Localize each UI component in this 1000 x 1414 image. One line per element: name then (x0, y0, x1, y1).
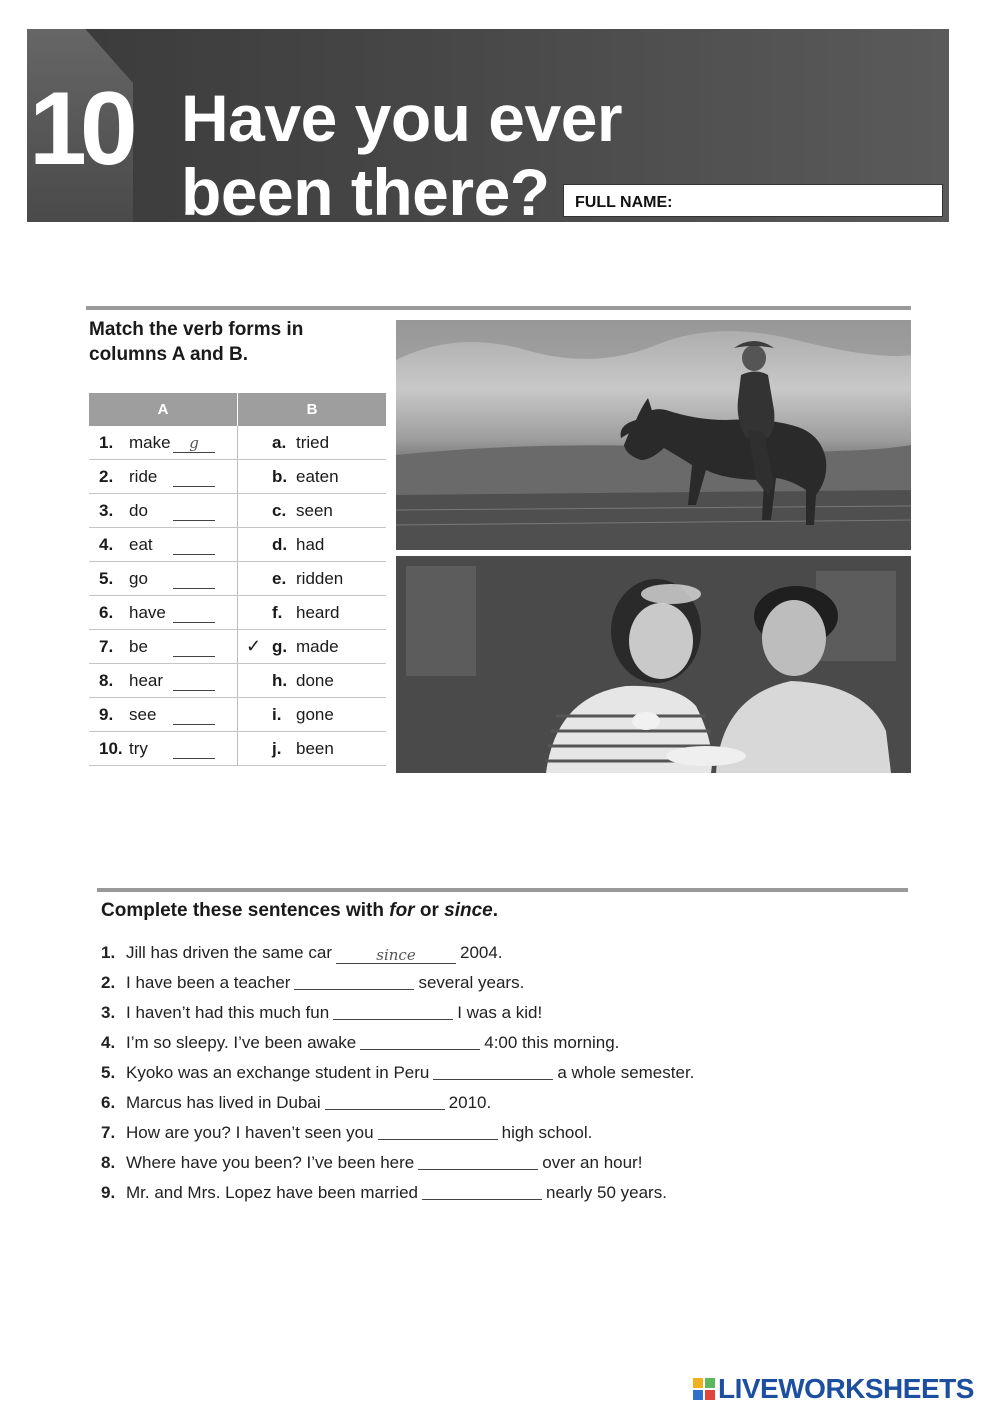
sentence-end: 4:00 this morning. (484, 1033, 620, 1052)
answer-blank[interactable] (173, 706, 215, 725)
sentence-number: 4. (101, 1033, 116, 1052)
table-row (89, 426, 386, 460)
cowboy-illustration (396, 320, 911, 550)
answer-gap[interactable] (378, 1123, 498, 1140)
answer-gap[interactable] (294, 973, 414, 990)
table-row (89, 460, 386, 494)
item-number: 3. (99, 500, 114, 520)
column-b-header: B (238, 393, 387, 426)
table-row (89, 630, 386, 664)
base-verb: try (129, 738, 148, 758)
table-row (89, 494, 386, 528)
table-row (89, 562, 386, 596)
column-a-cell (89, 426, 238, 460)
option-letter: c. (272, 500, 287, 520)
verb-form: tried (296, 432, 330, 452)
sentence-number: 3. (101, 1003, 116, 1022)
sentence-number: 2. (101, 973, 116, 992)
section-divider (86, 306, 911, 310)
sentence-end: I was a kid! (457, 1003, 543, 1022)
column-a-header: A (89, 393, 238, 426)
liveworksheets-logo (693, 1374, 989, 1404)
sentence-end: a whole semester. (557, 1063, 695, 1082)
option-letter: i. (272, 704, 282, 724)
sentence-start: Where have you been? I’ve been here (126, 1153, 415, 1172)
couple-eating-photo (396, 556, 911, 773)
verb-form: made (296, 636, 339, 656)
full-name-field[interactable] (563, 184, 943, 217)
column-b-cell (238, 664, 387, 698)
sentence-number: 6. (101, 1093, 116, 1112)
logo-text: LIVEWORKSHEETS (718, 1373, 974, 1404)
answer-gap[interactable] (333, 1003, 453, 1020)
verb-form: ridden (296, 568, 344, 588)
sentence-start: Mr. and Mrs. Lopez have been married (126, 1183, 418, 1202)
title-line-2: been there? (181, 155, 550, 222)
sentence-end: nearly 50 years. (545, 1183, 667, 1202)
column-a-cell (89, 596, 238, 630)
logo-blocks-icon (693, 1378, 715, 1400)
item-number: 10. (99, 738, 123, 758)
verb-form: had (296, 534, 325, 554)
answer-gap[interactable] (325, 1093, 445, 1110)
option-letter: g. (272, 636, 288, 656)
answer-blank[interactable] (173, 502, 215, 521)
base-verb: have (129, 602, 166, 622)
answer-blank[interactable] (173, 638, 215, 657)
verb-form: been (296, 738, 334, 758)
column-b-cell (238, 732, 387, 766)
verb-form: seen (296, 500, 333, 520)
title-line-1: Have you ever (181, 81, 623, 155)
column-b-cell (238, 630, 387, 664)
sentence-end: over an hour! (542, 1153, 643, 1172)
sentence-start: I’m so sleepy. I’ve been awake (126, 1033, 357, 1052)
item-number: 2. (99, 466, 114, 486)
sentence-item (101, 1123, 592, 1143)
sentence-item (101, 973, 524, 993)
answer-blank[interactable] (173, 740, 215, 759)
base-verb: eat (129, 534, 153, 554)
sentence-start: I haven’t had this much fun (126, 1003, 330, 1022)
option-letter: a. (272, 432, 287, 452)
sentence-number: 9. (101, 1183, 116, 1202)
check-mark-icon: ✓ (246, 636, 262, 656)
sentence-end: several years. (418, 973, 525, 992)
column-b-cell (238, 460, 387, 494)
item-number: 8. (99, 670, 114, 690)
item-number: 7. (99, 636, 114, 656)
verb-form: done (296, 670, 334, 690)
exercise1-instruction: Match the verb forms in columns A and B. (89, 319, 304, 365)
table-row (89, 664, 386, 698)
base-verb: make (129, 432, 171, 452)
base-verb: see (129, 704, 157, 724)
item-number: 5. (99, 568, 114, 588)
sentence-start: Kyoko was an exchange student in Peru (126, 1063, 430, 1082)
column-a-cell (89, 562, 238, 596)
page-title (181, 81, 622, 222)
base-verb: ride (129, 466, 158, 486)
sentence-item (101, 1183, 667, 1203)
matching-table (89, 393, 386, 766)
sentence-item (101, 943, 503, 964)
table-row (89, 732, 386, 766)
column-a-cell (89, 664, 238, 698)
column-a-cell (89, 732, 238, 766)
table-row (89, 528, 386, 562)
base-verb: hear (129, 670, 164, 690)
answer-gap[interactable] (418, 1153, 538, 1170)
sentence-number: 7. (101, 1123, 116, 1142)
base-verb: be (129, 636, 148, 656)
answer-gap[interactable] (433, 1063, 553, 1080)
table-row (89, 596, 386, 630)
answer-gap[interactable] (360, 1033, 480, 1050)
item-number: 6. (99, 602, 114, 622)
column-b-cell (238, 698, 387, 732)
answer-blank[interactable] (173, 672, 215, 691)
verb-form: heard (296, 602, 340, 622)
option-letter: f. (272, 602, 283, 622)
item-number: 4. (99, 534, 114, 554)
option-letter: e. (272, 568, 287, 588)
matching-rows (89, 426, 386, 766)
item-number: 9. (99, 704, 114, 724)
sentence-start: I have been a teacher (126, 973, 291, 992)
column-b-cell (238, 494, 387, 528)
sentence-number: 8. (101, 1153, 116, 1172)
column-b-cell (238, 562, 387, 596)
sentence-item (101, 1153, 642, 1173)
sentence-start: How are you? I haven’t seen you (126, 1123, 374, 1142)
answer-blank[interactable] (173, 468, 215, 487)
option-letter: d. (272, 534, 288, 554)
sentence-start: Jill has driven the same car (126, 943, 332, 962)
sentence-end: 2010. (448, 1093, 492, 1112)
couple-illustration (396, 556, 911, 773)
sentence-start: Marcus has lived in Dubai (126, 1093, 321, 1112)
column-b-cell (238, 596, 387, 630)
section-divider-2 (97, 888, 908, 892)
sentence-item (101, 1093, 491, 1113)
answer-blank[interactable]: g (173, 434, 215, 453)
base-verb: do (129, 500, 148, 520)
sentence-end: 2004. (459, 943, 503, 962)
sentence-item (101, 1033, 619, 1053)
sentence-end: high school. (501, 1123, 593, 1142)
column-a-cell (89, 460, 238, 494)
option-letter: j. (272, 738, 282, 758)
sentence-item (101, 1003, 542, 1023)
answer-gap[interactable]: since (336, 947, 456, 964)
column-a-cell (89, 698, 238, 732)
exercise2-instruction: Complete these sentences with for or since. (101, 900, 499, 921)
item-number: 1. (99, 432, 114, 452)
table-row (89, 698, 386, 732)
cowboy-on-horse-photo (396, 320, 911, 550)
column-b-cell (238, 426, 387, 460)
verb-form: eaten (296, 466, 339, 486)
answer-gap[interactable] (422, 1183, 542, 1200)
column-a-cell (89, 494, 238, 528)
sentence-number: 5. (101, 1063, 116, 1082)
option-letter: b. (272, 466, 288, 486)
option-letter: h. (272, 670, 288, 690)
base-verb: go (129, 568, 148, 588)
column-a-cell (89, 528, 238, 562)
column-b-cell (238, 528, 387, 562)
sentence-item (101, 1063, 694, 1083)
answer-blank[interactable] (173, 570, 215, 589)
verb-form: gone (296, 704, 334, 724)
full-name-label: FULL NAME: (575, 194, 673, 211)
answer-blank[interactable] (173, 536, 215, 555)
answer-blank[interactable] (173, 604, 215, 623)
unit-number: 10 (29, 71, 131, 187)
sentence-number: 1. (101, 943, 116, 962)
column-a-cell (89, 630, 238, 664)
